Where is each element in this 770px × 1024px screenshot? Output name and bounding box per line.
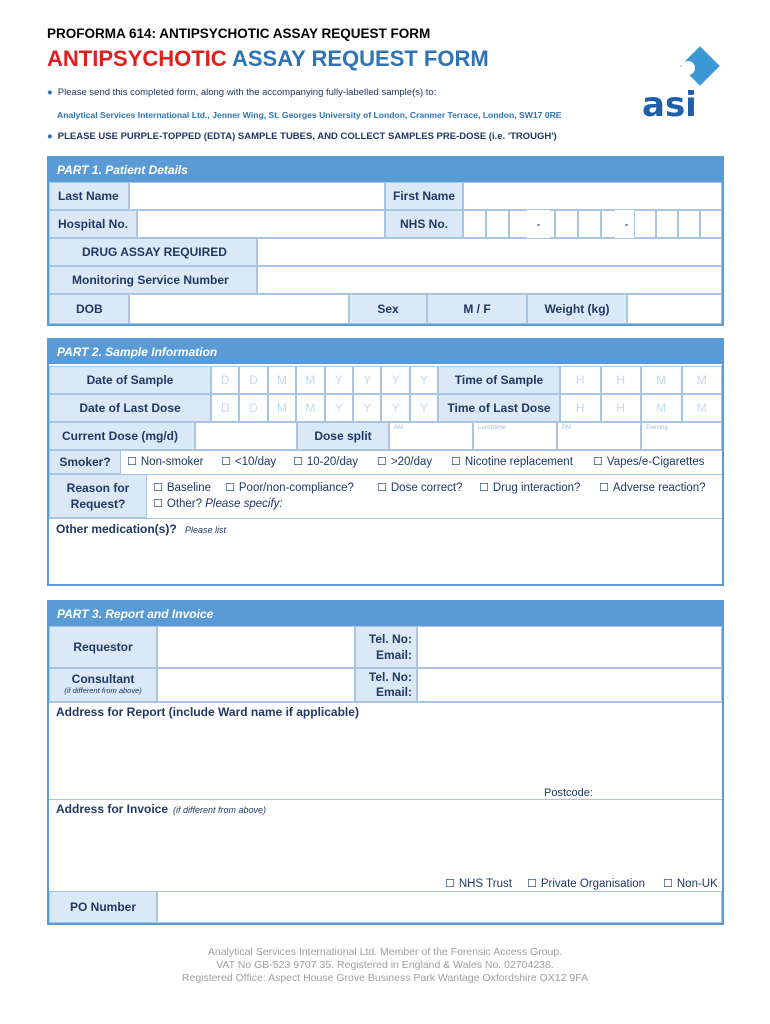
smoker-options-row xyxy=(121,450,722,474)
part2-title: PART 2. Sample Information xyxy=(49,340,722,364)
requestor-label: Requestor xyxy=(49,626,157,668)
reason-option-other[interactable] xyxy=(153,497,283,510)
part1-title: PART 1. Patient Details xyxy=(49,158,722,182)
date-sample-digit-box[interactable]: M xyxy=(268,366,296,394)
date-of-last-dose-label: Date of Last Dose xyxy=(49,394,211,422)
nhs-digit-box[interactable] xyxy=(634,210,656,238)
monitoring-label: Monitoring Service Number xyxy=(49,266,257,294)
instruction-tubes: ● PLEASE USE PURPLE-TOPPED (EDTA) SAMPLE TUBES, AND COLLECT SAMPLES PRE-DOSE (i.e. 'TROUGH') xyxy=(47,131,557,142)
proforma-title: PROFORMA 614: ANTIPSYCHOTIC ASSAY REQUEST FORM xyxy=(47,26,431,41)
footer-line-1: Analytical Services International Ltd. Member of the Forensic Access Group. xyxy=(207,946,563,958)
time-sample-digit-box[interactable]: M xyxy=(641,366,682,394)
postcode-label: Postcode: xyxy=(544,787,593,799)
date-sample-digit-box[interactable]: Y xyxy=(381,366,409,394)
date-of-sample-label: Date of Sample xyxy=(49,366,211,394)
time-of-last-dose-label: Time of Last Dose xyxy=(438,394,560,422)
consultant-input[interactable] xyxy=(157,668,355,702)
date-last-dose-digit-box[interactable]: M xyxy=(268,394,296,422)
date-last-dose-digit-box[interactable]: Y xyxy=(353,394,381,422)
reason-option-interaction[interactable]: ☐ Drug interaction? xyxy=(479,481,580,494)
sex-options[interactable]: M / F xyxy=(427,294,527,324)
asi-logo xyxy=(640,42,728,122)
part3-title: PART 3. Report and Invoice xyxy=(49,602,722,626)
smoker-option-non-smoker[interactable]: ☐ Non-smoker xyxy=(127,455,204,468)
time-sample-digit-box[interactable]: H xyxy=(601,366,642,394)
nhs-digit-box[interactable] xyxy=(486,210,509,238)
address-invoice-label: Address for Invoice xyxy=(56,802,169,816)
other-medication-hint: Please list xyxy=(185,525,227,535)
invoice-option-nhs[interactable]: ☐ NHS Trust xyxy=(445,877,512,890)
nhs-separator: - xyxy=(615,210,638,238)
drug-assay-label: DRUG ASSAY REQUIRED xyxy=(49,238,257,266)
consultant-hint: (if different from above) xyxy=(64,686,142,695)
consultant-contact-labels xyxy=(355,668,417,702)
reason-option-baseline[interactable]: ☐ Baseline xyxy=(153,481,211,494)
lab-address: Analytical Services International Ltd., Jenner Wing, St. Georges University of London, Cranmer Terrace, London, SW17 0RE xyxy=(57,110,562,120)
dose-split-label: Dose split xyxy=(297,422,389,450)
time-sample-digit-box[interactable]: M xyxy=(682,366,723,394)
reason-option-adverse[interactable]: ☐ Adverse reaction? xyxy=(599,481,706,494)
date-last-dose-digit-box[interactable]: Y xyxy=(381,394,409,422)
address-invoice-area[interactable] xyxy=(49,799,722,891)
drug-assay-input[interactable] xyxy=(257,238,722,266)
requestor-input[interactable] xyxy=(157,626,355,668)
nhs-digit-box[interactable] xyxy=(656,210,678,238)
dose-split-am[interactable]: AM xyxy=(389,422,473,450)
requestor-email-label: Email: xyxy=(375,648,412,662)
instruction-send: ● Please send this completed form, along with the accompanying fully-labelled sample(s) to: xyxy=(47,87,437,98)
last-name-label: Last Name xyxy=(49,182,129,210)
date-last-dose-digit-box[interactable]: D xyxy=(239,394,267,422)
smoker-option-lt10[interactable]: ☐ <10/day xyxy=(221,455,276,468)
date-sample-digit-box[interactable]: D xyxy=(211,366,239,394)
nhs-digit-box[interactable] xyxy=(578,210,601,238)
date-last-dose-digit-box[interactable]: Y xyxy=(410,394,438,422)
reason-option-dose-correct[interactable]: ☐ Dose correct? xyxy=(377,481,462,494)
hospital-no-label: Hospital No. xyxy=(49,210,137,238)
date-last-dose-digit-box[interactable]: D xyxy=(211,394,239,422)
consultant-tel-label: Tel. No: xyxy=(368,670,412,684)
nhs-separator: - xyxy=(527,210,550,238)
time-last-dose-digit-box[interactable]: H xyxy=(560,394,601,422)
part3-report-invoice xyxy=(47,600,724,925)
first-name-input[interactable] xyxy=(463,182,722,210)
hospital-no-input[interactable] xyxy=(137,210,385,238)
date-sample-digit-box[interactable]: M xyxy=(296,366,324,394)
form-title-blue: ASSAY REQUEST FORM xyxy=(226,46,489,71)
reason-label: Reason for Request? xyxy=(49,474,147,518)
reason-other-label: Other? xyxy=(166,498,206,510)
monitoring-input[interactable] xyxy=(257,266,722,294)
weight-input[interactable] xyxy=(627,294,722,324)
nhs-digit-box[interactable] xyxy=(463,210,486,238)
asi-logo-mark-icon xyxy=(640,42,728,122)
time-last-dose-digit-box[interactable]: M xyxy=(682,394,723,422)
time-last-dose-digit-box[interactable]: M xyxy=(641,394,682,422)
reason-option-compliance[interactable]: ☐ Poor/non-compliance? xyxy=(225,481,354,494)
date-sample-digit-box[interactable]: Y xyxy=(325,366,353,394)
part2-sample-information xyxy=(47,338,724,586)
reason-other-hint: Please specify: xyxy=(205,498,283,510)
current-dose-label: Current Dose (mg/d) xyxy=(49,422,195,450)
form-title-red: ANTIPSYCHOTIC xyxy=(47,46,227,71)
requestor-contact-labels xyxy=(355,626,417,668)
address-report-area[interactable] xyxy=(49,702,722,799)
requestor-contact-input[interactable] xyxy=(417,626,722,668)
part1-patient-details xyxy=(47,156,724,326)
dose-split-pm[interactable]: PM xyxy=(557,422,641,450)
dob-input[interactable] xyxy=(129,294,349,324)
invoice-option-private[interactable]: ☐ Private Organisation xyxy=(527,877,645,890)
consultant-label-cell xyxy=(49,668,157,702)
current-dose-input[interactable] xyxy=(195,422,297,450)
smoker-option-vapes[interactable]: ☐ Vapes/e-Cigarettes xyxy=(593,455,704,468)
nhs-digit-box[interactable] xyxy=(678,210,700,238)
form-title xyxy=(47,46,489,72)
address-report-label: Address for Report (include Ward name if applicable) xyxy=(56,705,359,719)
smoker-option-nicotine[interactable]: ☐ Nicotine replacement xyxy=(451,455,573,468)
other-medication-area[interactable] xyxy=(49,518,722,584)
reason-options xyxy=(147,474,722,518)
consultant-label: Consultant xyxy=(71,672,135,686)
date-sample-digit-box[interactable]: Y xyxy=(353,366,381,394)
asi-logo-text: asi xyxy=(642,85,697,122)
smoker-option-gt20[interactable]: ☐ >20/day xyxy=(377,455,432,468)
other-medication-label: Other medication(s)? xyxy=(56,522,177,536)
po-number-label: PO Number xyxy=(49,891,157,923)
smoker-label: Smoker? xyxy=(49,450,121,474)
date-sample-digit-box[interactable]: D xyxy=(239,366,267,394)
address-invoice-hint: (if different from above) xyxy=(173,805,267,815)
dose-split-lunchtime[interactable]: Lunchtime xyxy=(473,422,557,450)
consultant-email-label: Email: xyxy=(375,685,412,699)
requestor-tel-label: Tel. No: xyxy=(368,632,412,646)
time-sample-digit-box[interactable]: H xyxy=(560,366,601,394)
nhs-digit-box[interactable] xyxy=(555,210,578,238)
nhs-digit-box[interactable] xyxy=(700,210,722,238)
consultant-contact-input[interactable] xyxy=(417,668,722,702)
footer-line-2: VAT No GB-523 9707 35. Registered in England & Wales No. 02704238. xyxy=(216,959,554,971)
time-last-dose-digit-box[interactable]: H xyxy=(601,394,642,422)
nhs-no-label: NHS No. xyxy=(385,210,463,238)
smoker-option-10-20[interactable]: ☐ 10-20/day xyxy=(293,455,358,468)
po-number-input[interactable] xyxy=(157,891,722,923)
time-of-sample-label: Time of Sample xyxy=(438,366,560,394)
weight-label: Weight (kg) xyxy=(527,294,627,324)
date-sample-digit-box[interactable]: Y xyxy=(410,366,438,394)
instruction-send-text: Please send this completed form, along with the accompanying fully-labelled sample(s) to: xyxy=(57,87,437,98)
instruction-tubes-text: PLEASE USE PURPLE-TOPPED (EDTA) SAMPLE TUBES, AND COLLECT SAMPLES PRE-DOSE (i.e. 'TROUGH') xyxy=(57,131,557,142)
sex-label: Sex xyxy=(349,294,427,324)
date-last-dose-digit-box[interactable]: Y xyxy=(325,394,353,422)
footer-line-3: Registered Office: Aspect House Grove Business Park Wantage Oxfordshire OX12 9FA xyxy=(181,972,589,984)
last-name-input[interactable] xyxy=(129,182,385,210)
date-last-dose-digit-box[interactable]: M xyxy=(296,394,324,422)
dose-split-evening[interactable]: Evening xyxy=(641,422,722,450)
dob-label: DOB xyxy=(49,294,129,324)
invoice-option-non-uk[interactable]: ☐ Non-UK xyxy=(663,877,718,890)
first-name-label: First Name xyxy=(385,182,463,210)
